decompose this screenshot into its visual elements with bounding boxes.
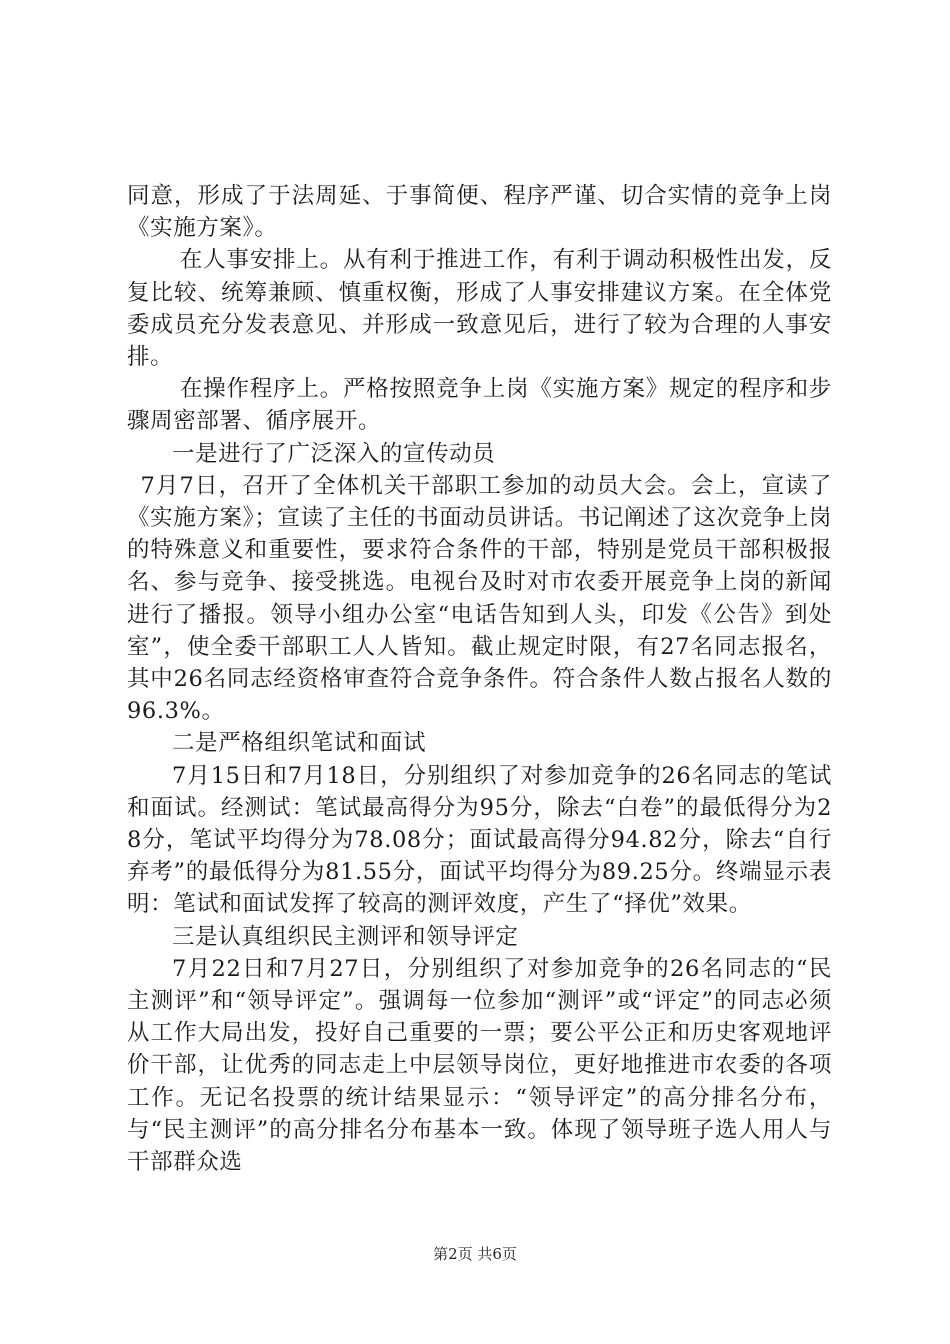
section-heading-evaluation: 三是认真组织民主测评和领导评定 [172,923,519,950]
paragraph-operating-procedure: 在操作程序上。严格按照竞争上岗《实施方案》规定的程序和步骤周密部署、循序展开。 [127,376,832,435]
page-number-footer: 第2页 共6页 [433,1245,517,1263]
paragraph-exam-results: 7月15日和7月18日，分别组织了对参加竞争的26名同志的笔试和面试。经测试：笔试最高得分为95分，除去“白卷”的最低得分为28分，笔试平均得分为78.08分；面试最高得分94.82分，除去“自行弃考”的最低得分为81.55分，面试平均得分为89.25分。终端显示表明：笔试和面试发挥了较高的测评效度，产生了“择优”效果。 [127,762,832,918]
document-body [127,180,832,1178]
section-heading-exams: 二是严格组织笔试和面试 [172,730,427,757]
section-heading-mobilization: 一是进行了广泛深入的宣传动员 [172,440,496,467]
paragraph-evaluation-results: 7月22日和7月27日，分别组织了对参加竞争的26名同志的“民主测评”和“领导评定”。强调每一位参加“测评”或“评定”的同志必须从工作大局出发，投好自己重要的一票；要公平公正和历史客观地评价干部，让优秀的同志走上中层领导岗位，更好地推进市农委的各项工作。无记名投票的统计结果显示：“领导评定”的高分排名分布，与“民主测评”的高分排名分布基本一致。体现了领导班子选人用人与干部群众选 [127,955,832,1176]
paragraph-mobilization-meeting: 7月7日，召开了全体机关干部职工参加的动员大会。会上，宣读了《实施方案》；宣读了主任的书面动员讲话。书记阐述了这次竞争上岗的特殊意义和重要性，要求符合条件的干部，特别是党员干部积极报名、参与竞争、接受挑选。电视台及时对市农委开展竞争上岗的新闻进行了播报。领导小组办公室“电话告知到人头，印发《公告》到处室”，使全委干部职工人人皆知。截止规定时限，有27名同志报名，其中26名同志经资格审查符合竞争条件。符合条件人数占报名人数的96.3%。 [127,472,832,725]
paragraph-personnel-arrangement: 在人事安排上。从有利于推进工作，有利于调动积极性出发，反复比较、统筹兼顾、慎重权衡，形成了人事安排建议方案。在全体党委成员充分发表意见、并形成一致意见后，进行了较为合理的人事安排。 [127,247,832,371]
paragraph-continuation: 同意，形成了于法周延、于事简便、程序严谨、切合实情的竞争上岗《实施方案》。 [127,183,832,242]
